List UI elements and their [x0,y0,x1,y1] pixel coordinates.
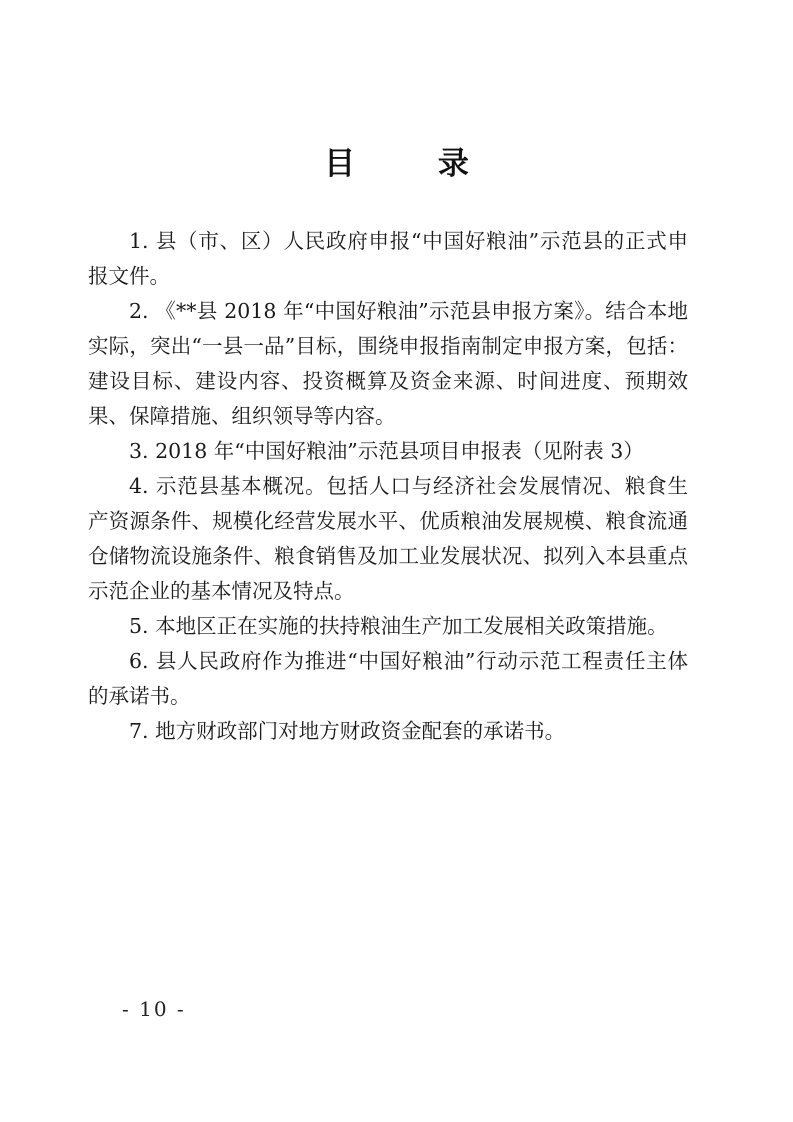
toc-item-5: 5. 本地区正在实施的扶持粮油生产加工发展相关政策措施。 [129,614,668,638]
toc-item-3: 3. 2018 年“中国好粮油”示范县项目申报表（见附表 3） [129,439,644,463]
toc-item-2: 2. 《**县 2018 年“中国好粮油”示范县申报方案》。结合本地实际，突出“一县一品”目标，围绕申报指南制定申报方案，包括：建设目标、建设内容、投资概算及资金来源、时间进度、预期效果、保障措施、组织领导等内容。 [88,299,688,428]
page-title: 目 录 [324,146,505,182]
page-number: - 10 - [122,997,186,1021]
toc-list [88,224,688,749]
toc-item-7: 7. 地方财政部门对地方财政资金配套的承诺书。 [129,719,566,743]
toc-item-4: 4. 示范县基本概况。包括人口与经济社会发展情况、粮食生产资源条件、规模化经营发展水平、优质粮油发展规模、粮食流通仓储物流设施条件、粮食销售及加工业发展状况、拟列入本县重点示范企业的基本情况及特点。 [88,474,688,603]
toc-item-6: 6. 县人民政府作为推进“中国好粮油”行动示范工程责任主体的承诺书。 [88,649,688,708]
toc-item-1: 1. 县（市、区）人民政府申报“中国好粮油”示范县的正式申报文件。 [88,229,688,288]
